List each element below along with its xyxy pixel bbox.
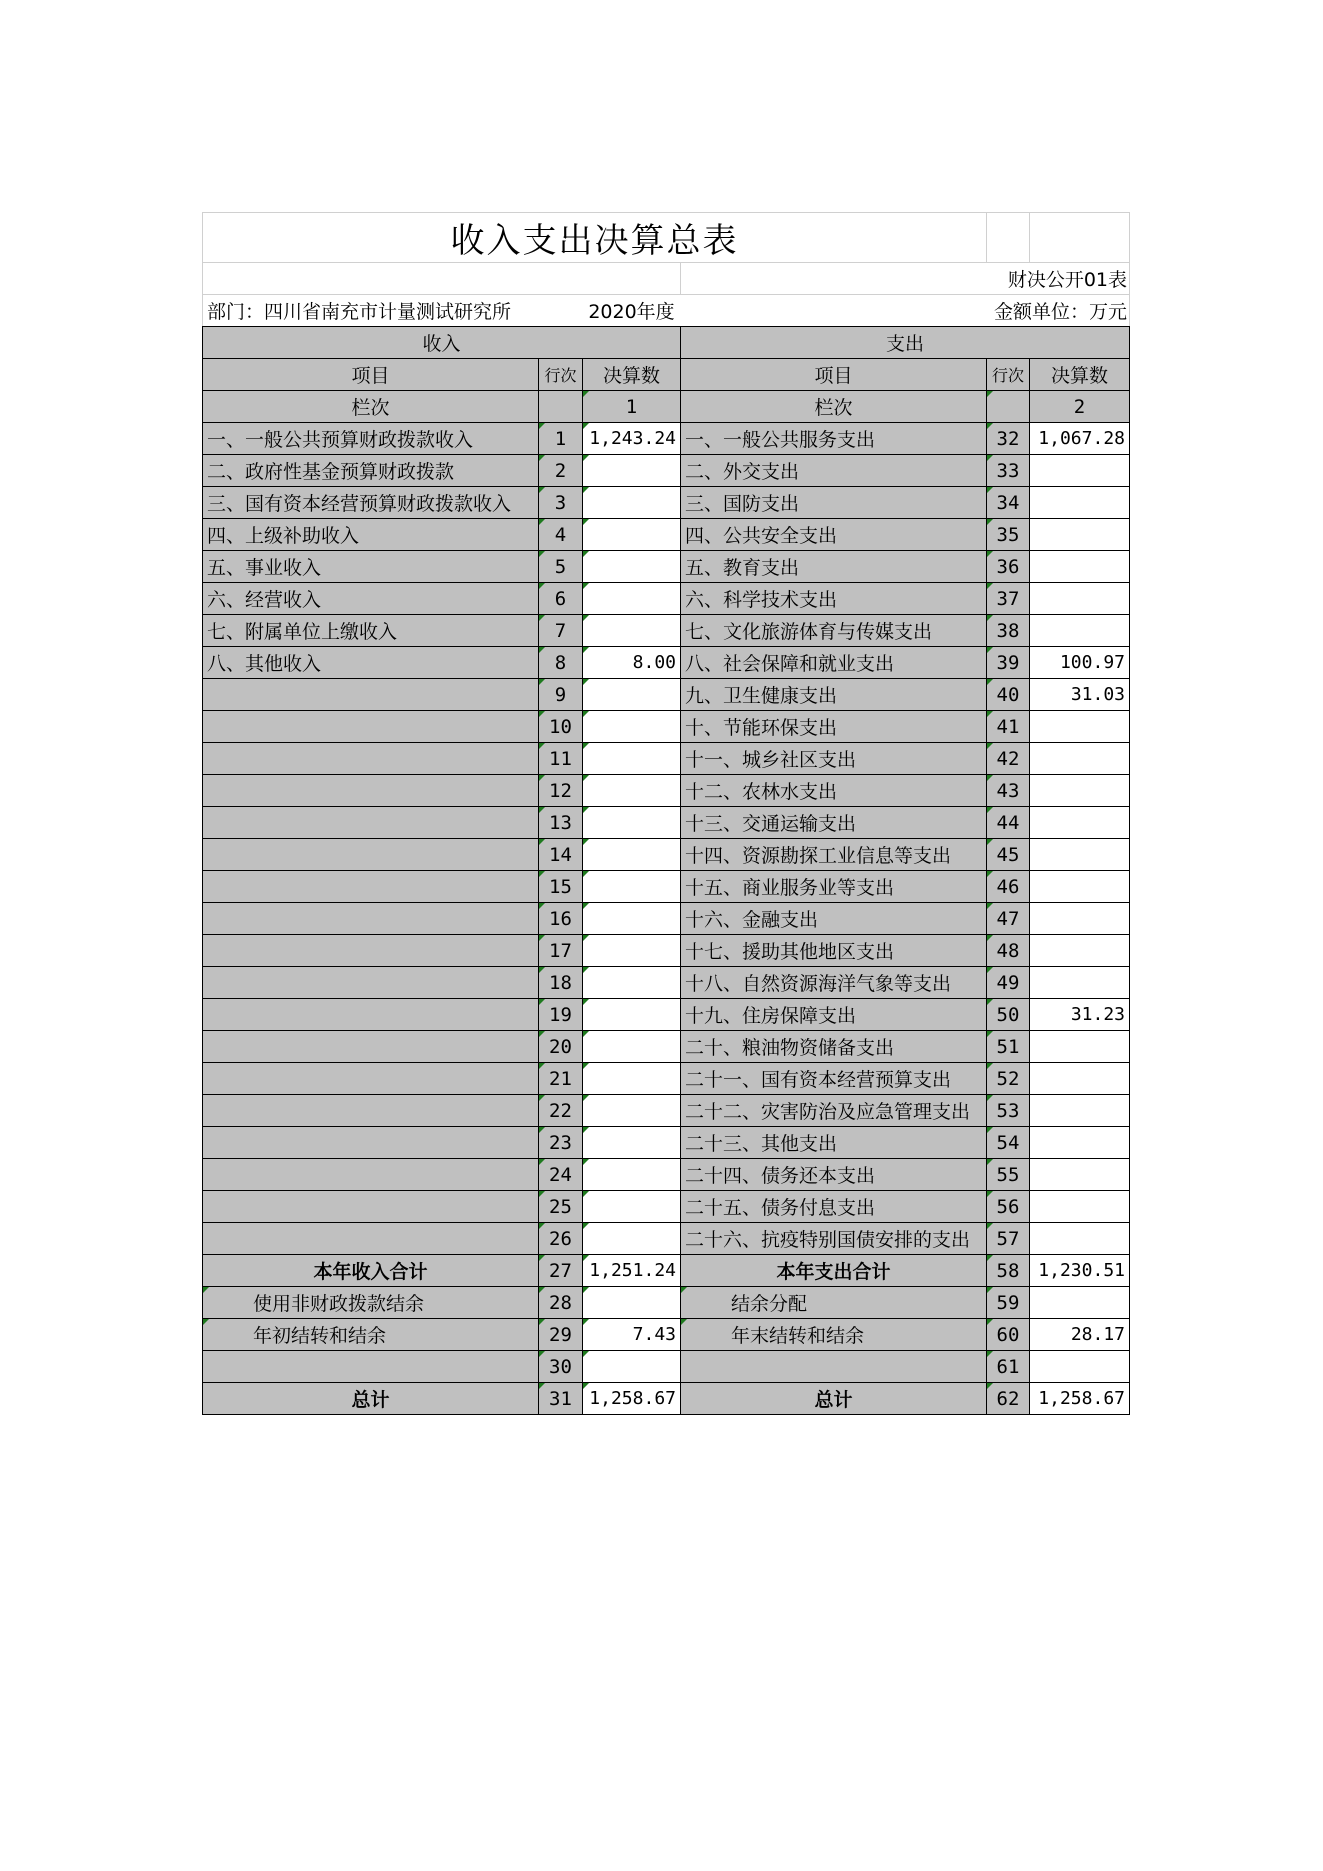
income-item: 四、上级补助收入 <box>203 519 539 551</box>
expense-amount-header: 决算数 <box>1030 359 1130 391</box>
expense-summary-row-number: 61 <box>987 1351 1030 1383</box>
blank-cell <box>539 391 583 423</box>
department-label: 部门：四川省南充市计量测试研究所 <box>203 295 583 327</box>
income-summary-row-number: 28 <box>539 1287 583 1319</box>
income-row-number: 21 <box>539 1063 583 1095</box>
blank-cell <box>987 213 1030 263</box>
income-header: 收入 <box>203 327 681 359</box>
expense-row-number: 41 <box>987 711 1030 743</box>
table-row <box>203 647 1130 679</box>
income-item <box>203 1127 539 1159</box>
income-amount <box>583 487 681 519</box>
expense-item: 二、外交支出 <box>681 455 987 487</box>
income-amount <box>583 679 681 711</box>
income-summary-row-number: 27 <box>539 1255 583 1287</box>
expense-amount <box>1030 871 1130 903</box>
table-row <box>203 935 1130 967</box>
expense-summary-item: 本年支出合计 <box>681 1255 987 1287</box>
expense-row-number: 52 <box>987 1063 1030 1095</box>
income-row-number: 20 <box>539 1031 583 1063</box>
income-amount <box>583 1063 681 1095</box>
table-row <box>203 775 1130 807</box>
income-row-number: 6 <box>539 583 583 615</box>
income-amount <box>583 839 681 871</box>
expense-item: 二十、粮油物资储备支出 <box>681 1031 987 1063</box>
income-item <box>203 679 539 711</box>
expense-item: 二十四、债务还本支出 <box>681 1159 987 1191</box>
expense-row-number: 35 <box>987 519 1030 551</box>
report-table <box>202 212 1130 1415</box>
income-amount <box>583 615 681 647</box>
expense-item: 十六、金融支出 <box>681 903 987 935</box>
income-item <box>203 903 539 935</box>
table-row <box>203 583 1130 615</box>
income-item <box>203 1031 539 1063</box>
income-summary-amount: 7.43 <box>583 1319 681 1351</box>
table-row <box>203 839 1130 871</box>
expense-amount: 100.97 <box>1030 647 1130 679</box>
income-item: 五、事业收入 <box>203 551 539 583</box>
income-amount <box>583 519 681 551</box>
income-row-number: 26 <box>539 1223 583 1255</box>
income-amount <box>583 455 681 487</box>
table-row <box>203 1223 1130 1255</box>
income-column-label: 栏次 <box>203 391 539 423</box>
expense-row-number: 42 <box>987 743 1030 775</box>
income-row-number: 15 <box>539 871 583 903</box>
income-row-number: 7 <box>539 615 583 647</box>
expense-summary-amount: 1,230.51 <box>1030 1255 1130 1287</box>
income-amount <box>583 775 681 807</box>
income-amount <box>583 711 681 743</box>
table-row <box>203 519 1130 551</box>
expense-summary-row-number: 60 <box>987 1319 1030 1351</box>
expense-item: 十三、交通运输支出 <box>681 807 987 839</box>
income-amount <box>583 871 681 903</box>
table-row <box>203 1095 1130 1127</box>
table-row <box>203 1031 1130 1063</box>
income-row-number: 22 <box>539 1095 583 1127</box>
expense-item: 十、节能环保支出 <box>681 711 987 743</box>
income-amount <box>583 551 681 583</box>
expense-amount <box>1030 967 1130 999</box>
expense-item: 八、社会保障和就业支出 <box>681 647 987 679</box>
expense-row-number: 43 <box>987 775 1030 807</box>
expense-amount <box>1030 1063 1130 1095</box>
expense-row-number: 49 <box>987 967 1030 999</box>
expense-summary-amount: 1,258.67 <box>1030 1383 1130 1415</box>
income-row-number: 25 <box>539 1191 583 1223</box>
expense-item-header: 项目 <box>681 359 987 391</box>
expense-row-number: 34 <box>987 487 1030 519</box>
expense-row-number: 48 <box>987 935 1030 967</box>
income-row-number: 8 <box>539 647 583 679</box>
income-summary-item: 本年收入合计 <box>203 1255 539 1287</box>
table-row <box>203 743 1130 775</box>
expense-row-number: 53 <box>987 1095 1030 1127</box>
expense-amount: 31.23 <box>1030 999 1130 1031</box>
income-amount <box>583 807 681 839</box>
expense-item: 三、国防支出 <box>681 487 987 519</box>
page-title: 收入支出决算总表 <box>203 213 987 263</box>
income-summary-amount <box>583 1351 681 1383</box>
income-item: 八、其他收入 <box>203 647 539 679</box>
income-row-number: 2 <box>539 455 583 487</box>
expense-item: 二十五、债务付息支出 <box>681 1191 987 1223</box>
table-row <box>203 551 1130 583</box>
income-amount <box>583 1095 681 1127</box>
income-amount <box>583 1031 681 1063</box>
income-row-number: 13 <box>539 807 583 839</box>
blank-cell <box>1030 213 1130 263</box>
expense-row-number: 37 <box>987 583 1030 615</box>
table-row <box>203 999 1130 1031</box>
income-row-number: 5 <box>539 551 583 583</box>
expense-amount <box>1030 775 1130 807</box>
table-row <box>203 1191 1130 1223</box>
expense-item: 十一、城乡社区支出 <box>681 743 987 775</box>
income-item <box>203 1159 539 1191</box>
expense-summary-item: 结余分配 <box>681 1287 987 1319</box>
income-item: 二、政府性基金预算财政拨款 <box>203 455 539 487</box>
income-item <box>203 935 539 967</box>
expense-row-number: 38 <box>987 615 1030 647</box>
expense-item: 九、卫生健康支出 <box>681 679 987 711</box>
income-item <box>203 1223 539 1255</box>
expense-amount <box>1030 711 1130 743</box>
income-rowno-header: 行次 <box>539 359 583 391</box>
income-amount <box>583 1127 681 1159</box>
income-amount <box>583 743 681 775</box>
income-amount-header: 决算数 <box>583 359 681 391</box>
income-item: 六、经营收入 <box>203 583 539 615</box>
expense-item: 七、文化旅游体育与传媒支出 <box>681 615 987 647</box>
expense-row-number: 55 <box>987 1159 1030 1191</box>
income-item <box>203 967 539 999</box>
income-row-number: 3 <box>539 487 583 519</box>
income-row-number: 10 <box>539 711 583 743</box>
income-item <box>203 1063 539 1095</box>
expense-summary-row-number: 58 <box>987 1255 1030 1287</box>
expense-row-number: 44 <box>987 807 1030 839</box>
expense-row-number: 46 <box>987 871 1030 903</box>
income-item <box>203 839 539 871</box>
expense-amount <box>1030 807 1130 839</box>
income-summary-item <box>203 1351 539 1383</box>
expense-row-number: 56 <box>987 1191 1030 1223</box>
expense-amount: 31.03 <box>1030 679 1130 711</box>
table-row <box>203 967 1130 999</box>
expense-item: 四、公共安全支出 <box>681 519 987 551</box>
blank-cell <box>987 391 1030 423</box>
report-sheet <box>202 212 1129 1415</box>
form-code: 财决公开01表 <box>681 263 1130 295</box>
expense-row-number: 33 <box>987 455 1030 487</box>
summary-row <box>203 1351 1130 1383</box>
expense-item: 六、科学技术支出 <box>681 583 987 615</box>
income-item: 七、附属单位上缴收入 <box>203 615 539 647</box>
income-item: 一、一般公共预算财政拨款收入 <box>203 423 539 455</box>
income-row-number: 9 <box>539 679 583 711</box>
year-label: 2020年度 <box>583 295 681 327</box>
expense-amount <box>1030 1159 1130 1191</box>
expense-summary-amount <box>1030 1351 1130 1383</box>
summary-row <box>203 1383 1130 1415</box>
expense-amount <box>1030 743 1130 775</box>
table-row <box>203 871 1130 903</box>
expense-summary-item: 年末结转和结余 <box>681 1319 987 1351</box>
expense-row-number: 32 <box>987 423 1030 455</box>
blank-cell <box>203 263 681 295</box>
income-item <box>203 775 539 807</box>
expense-row-number: 47 <box>987 903 1030 935</box>
income-row-number: 4 <box>539 519 583 551</box>
expense-summary-row-number: 59 <box>987 1287 1030 1319</box>
expense-row-number: 51 <box>987 1031 1030 1063</box>
income-item <box>203 711 539 743</box>
income-row-number: 14 <box>539 839 583 871</box>
expense-summary-row-number: 62 <box>987 1383 1030 1415</box>
expense-item: 十九、住房保障支出 <box>681 999 987 1031</box>
expense-row-number: 54 <box>987 1127 1030 1159</box>
income-amount <box>583 583 681 615</box>
table-row <box>203 711 1130 743</box>
expense-amount <box>1030 1191 1130 1223</box>
income-amount: 8.00 <box>583 647 681 679</box>
income-summary-amount: 1,258.67 <box>583 1383 681 1415</box>
income-column-number: 1 <box>583 391 681 423</box>
income-row-number: 12 <box>539 775 583 807</box>
table-row <box>203 903 1130 935</box>
expense-item: 十五、商业服务业等支出 <box>681 871 987 903</box>
expense-item: 十二、农林水支出 <box>681 775 987 807</box>
income-summary-amount <box>583 1287 681 1319</box>
income-amount <box>583 935 681 967</box>
expense-item: 十七、援助其他地区支出 <box>681 935 987 967</box>
expense-summary-item <box>681 1351 987 1383</box>
table-row <box>203 1127 1130 1159</box>
expense-row-number: 36 <box>987 551 1030 583</box>
table-row <box>203 487 1130 519</box>
income-row-number: 1 <box>539 423 583 455</box>
expense-summary-amount <box>1030 1287 1130 1319</box>
expense-amount <box>1030 1095 1130 1127</box>
expense-amount <box>1030 1223 1130 1255</box>
income-row-number: 23 <box>539 1127 583 1159</box>
unit-label: 金额单位：万元 <box>681 295 1130 327</box>
income-summary-row-number: 29 <box>539 1319 583 1351</box>
income-item <box>203 743 539 775</box>
income-row-number: 17 <box>539 935 583 967</box>
expense-row-number: 39 <box>987 647 1030 679</box>
table-row <box>203 679 1130 711</box>
expense-item: 十八、自然资源海洋气象等支出 <box>681 967 987 999</box>
income-summary-item: 使用非财政拨款结余 <box>203 1287 539 1319</box>
expense-amount <box>1030 839 1130 871</box>
table-row <box>203 423 1130 455</box>
income-item <box>203 999 539 1031</box>
income-amount <box>583 1191 681 1223</box>
expense-item: 一、一般公共服务支出 <box>681 423 987 455</box>
expense-item: 二十三、其他支出 <box>681 1127 987 1159</box>
table-row <box>203 807 1130 839</box>
summary-row <box>203 1287 1130 1319</box>
expense-summary-item: 总计 <box>681 1383 987 1415</box>
expense-row-number: 57 <box>987 1223 1030 1255</box>
expense-item: 二十六、抗疫特别国债安排的支出 <box>681 1223 987 1255</box>
income-amount <box>583 903 681 935</box>
expense-summary-amount: 28.17 <box>1030 1319 1130 1351</box>
expense-header: 支出 <box>681 327 1130 359</box>
income-summary-item: 总计 <box>203 1383 539 1415</box>
income-row-number: 19 <box>539 999 583 1031</box>
income-amount <box>583 1223 681 1255</box>
table-row <box>203 1063 1130 1095</box>
expense-row-number: 50 <box>987 999 1030 1031</box>
expense-item: 十四、资源勘探工业信息等支出 <box>681 839 987 871</box>
expense-amount <box>1030 903 1130 935</box>
expense-item: 二十一、国有资本经营预算支出 <box>681 1063 987 1095</box>
income-row-number: 24 <box>539 1159 583 1191</box>
expense-item: 五、教育支出 <box>681 551 987 583</box>
table-row <box>203 615 1130 647</box>
income-amount: 1,243.24 <box>583 423 681 455</box>
expense-column-label: 栏次 <box>681 391 987 423</box>
expense-row-number: 40 <box>987 679 1030 711</box>
income-item <box>203 807 539 839</box>
income-summary-item: 年初结转和结余 <box>203 1319 539 1351</box>
income-item <box>203 1191 539 1223</box>
income-row-number: 16 <box>539 903 583 935</box>
summary-row <box>203 1319 1130 1351</box>
income-summary-row-number: 31 <box>539 1383 583 1415</box>
income-row-number: 11 <box>539 743 583 775</box>
expense-amount: 1,067.28 <box>1030 423 1130 455</box>
table-row <box>203 1159 1130 1191</box>
expense-rowno-header: 行次 <box>987 359 1030 391</box>
expense-item: 二十二、灾害防治及应急管理支出 <box>681 1095 987 1127</box>
expense-amount <box>1030 455 1130 487</box>
income-item-header: 项目 <box>203 359 539 391</box>
expense-amount <box>1030 1031 1130 1063</box>
income-amount <box>583 967 681 999</box>
expense-amount <box>1030 487 1130 519</box>
summary-row <box>203 1255 1130 1287</box>
expense-column-number: 2 <box>1030 391 1130 423</box>
expense-amount <box>1030 1127 1130 1159</box>
expense-amount <box>1030 583 1130 615</box>
expense-amount <box>1030 615 1130 647</box>
income-item <box>203 871 539 903</box>
expense-row-number: 45 <box>987 839 1030 871</box>
income-amount <box>583 1159 681 1191</box>
income-summary-amount: 1,251.24 <box>583 1255 681 1287</box>
expense-amount <box>1030 519 1130 551</box>
income-summary-row-number: 30 <box>539 1351 583 1383</box>
income-item <box>203 1095 539 1127</box>
expense-amount <box>1030 935 1130 967</box>
income-row-number: 18 <box>539 967 583 999</box>
income-amount <box>583 999 681 1031</box>
table-row <box>203 455 1130 487</box>
expense-amount <box>1030 551 1130 583</box>
income-item: 三、国有资本经营预算财政拨款收入 <box>203 487 539 519</box>
